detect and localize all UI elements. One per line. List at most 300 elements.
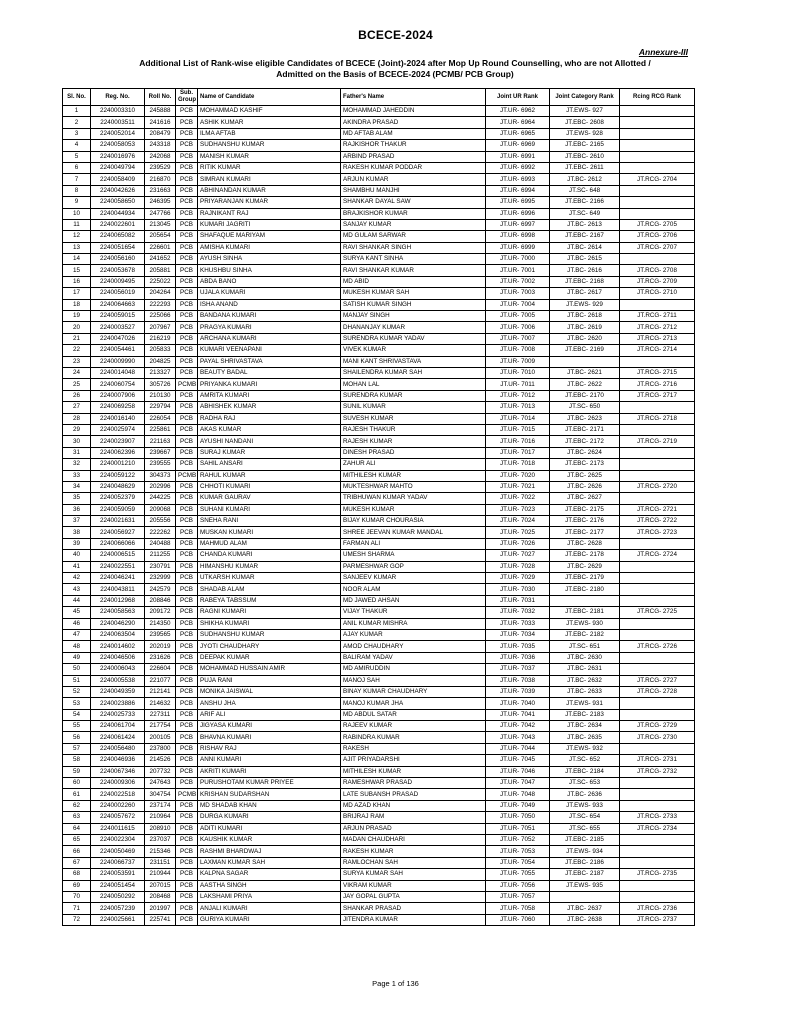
table-row xyxy=(63,516,695,527)
candidate-name-cell: SURAJ KUMAR xyxy=(198,447,341,458)
sl-no-cell: 29 xyxy=(63,424,91,435)
joint-ur-rank-cell: JT.UR- 7028 xyxy=(486,561,550,572)
father-name-cell: MANI KANT SHRIVASTAVA xyxy=(341,356,486,367)
sl-no-cell: 15 xyxy=(63,265,91,276)
column-header-joint-category-rank: Joint Category Rank xyxy=(550,89,620,106)
joint-ur-rank-cell: JT.UR- 7012 xyxy=(486,390,550,401)
roll-no-cell: 231151 xyxy=(145,857,176,868)
joint-category-rank-cell: JT.SC- 655 xyxy=(550,823,620,834)
father-name-cell: SATISH KUMAR SINGH xyxy=(341,299,486,310)
joint-ur-rank-cell: JT.UR- 7039 xyxy=(486,686,550,697)
roll-no-cell: 247643 xyxy=(145,778,176,789)
roll-no-cell: 225066 xyxy=(145,311,176,322)
candidate-name-cell: BHAVNA KUMARI xyxy=(198,732,341,743)
roll-no-cell: 226601 xyxy=(145,242,176,253)
sl-no-cell: 65 xyxy=(63,835,91,846)
rcg-rank-cell: JT.RCG- 2714 xyxy=(620,345,695,356)
candidate-name-cell: JIGYASA KUMARI xyxy=(198,721,341,732)
sl-no-cell: 44 xyxy=(63,595,91,606)
roll-no-cell: 239529 xyxy=(145,162,176,173)
sl-no-cell: 58 xyxy=(63,755,91,766)
father-name-cell: RAKESH xyxy=(341,743,486,754)
rcg-rank-cell xyxy=(620,356,695,367)
candidate-name-cell: PURUSHOTAM KUMAR PRIYEE xyxy=(198,778,341,789)
table-row xyxy=(63,584,695,595)
sl-no-cell: 71 xyxy=(63,903,91,914)
father-name-cell: SHANKAR DAYAL SAW xyxy=(341,197,486,208)
candidate-name-cell: UJALA KUMARI xyxy=(198,288,341,299)
candidate-name-cell: SNEHA RANI xyxy=(198,516,341,527)
table-row xyxy=(63,789,695,800)
reg-no-cell: 2240056927 xyxy=(91,527,145,538)
candidate-name-cell: ABHINANDAN KUMAR xyxy=(198,185,341,196)
father-name-cell: MD AFTAB ALAM xyxy=(341,128,486,139)
table-row xyxy=(63,595,695,606)
reg-no-cell: 2240058650 xyxy=(91,197,145,208)
reg-no-cell: 2240057672 xyxy=(91,812,145,823)
sl-no-cell: 54 xyxy=(63,709,91,720)
joint-category-rank-cell xyxy=(550,891,620,902)
reg-no-cell: 2240059122 xyxy=(91,470,145,481)
sub-group-cell: PCB xyxy=(176,743,198,754)
sl-no-cell: 24 xyxy=(63,367,91,378)
joint-ur-rank-cell: JT.UR- 7030 xyxy=(486,584,550,595)
rcg-rank-cell xyxy=(620,789,695,800)
sl-no-cell: 9 xyxy=(63,197,91,208)
sub-group-cell: PCB xyxy=(176,903,198,914)
reg-no-cell: 2240014048 xyxy=(91,367,145,378)
father-name-cell: ANIL KUMAR MISHRA xyxy=(341,618,486,629)
joint-category-rank-cell: JT.BC- 2630 xyxy=(550,652,620,663)
roll-no-cell: 246395 xyxy=(145,197,176,208)
roll-no-cell: 207732 xyxy=(145,766,176,777)
joint-category-rank-cell: JT.BC- 2636 xyxy=(550,789,620,800)
sl-no-cell: 48 xyxy=(63,641,91,652)
father-name-cell: SURYA KUMAR SAH xyxy=(341,869,486,880)
reg-no-cell: 2240005538 xyxy=(91,675,145,686)
table-row xyxy=(63,618,695,629)
reg-no-cell: 2240052379 xyxy=(91,493,145,504)
table-row xyxy=(63,299,695,310)
rcg-rank-cell xyxy=(620,629,695,640)
roll-no-cell: 209068 xyxy=(145,504,176,515)
sub-group-cell: PCB xyxy=(176,322,198,333)
father-name-cell: SHREE JEEVAN KUMAR MANDAL xyxy=(341,527,486,538)
sl-no-cell: 8 xyxy=(63,185,91,196)
father-name-cell: MITHILESH KUMAR xyxy=(341,766,486,777)
reg-no-cell: 2240007906 xyxy=(91,390,145,401)
sub-group-cell: PCB xyxy=(176,721,198,732)
reg-no-cell: 2240056160 xyxy=(91,254,145,265)
sub-group-cell: PCB xyxy=(176,140,198,151)
table-row xyxy=(63,709,695,720)
table-row xyxy=(63,117,695,128)
sl-no-cell: 30 xyxy=(63,436,91,447)
rcg-rank-cell xyxy=(620,778,695,789)
reg-no-cell: 2240022601 xyxy=(91,219,145,230)
sl-no-cell: 70 xyxy=(63,891,91,902)
joint-ur-rank-cell: JT.UR- 7049 xyxy=(486,800,550,811)
candidate-name-cell: ILMA AFTAB xyxy=(198,128,341,139)
joint-ur-rank-cell: JT.UR- 7050 xyxy=(486,812,550,823)
roll-no-cell: 237800 xyxy=(145,743,176,754)
candidate-name-cell: ADITI KUMARI xyxy=(198,823,341,834)
joint-ur-rank-cell: JT.UR- 6993 xyxy=(486,174,550,185)
candidate-name-cell: MANISH KUMAR xyxy=(198,151,341,162)
candidate-name-cell: SUDHANSHU KUMAR xyxy=(198,629,341,640)
candidate-name-cell: BEAUTY BADAL xyxy=(198,367,341,378)
joint-ur-rank-cell: JT.UR- 7052 xyxy=(486,835,550,846)
candidate-name-cell: ANSHU JHA xyxy=(198,698,341,709)
joint-ur-rank-cell: JT.UR- 7023 xyxy=(486,504,550,515)
joint-ur-rank-cell: JT.UR- 7037 xyxy=(486,664,550,675)
reg-no-cell: 2240009990 xyxy=(91,356,145,367)
father-name-cell: VIKRAM KUMAR xyxy=(341,880,486,891)
roll-no-cell: 222293 xyxy=(145,299,176,310)
joint-category-rank-cell: JT.BC- 2620 xyxy=(550,333,620,344)
candidate-name-cell: KUMAR GAURAV xyxy=(198,493,341,504)
rcg-rank-cell xyxy=(620,470,695,481)
joint-ur-rank-cell: JT.UR- 7036 xyxy=(486,652,550,663)
father-name-cell: SURENDRA KUMAR YADAV xyxy=(341,333,486,344)
table-row xyxy=(63,242,695,253)
roll-no-cell: 221077 xyxy=(145,675,176,686)
joint-ur-rank-cell: JT.UR- 7004 xyxy=(486,299,550,310)
sl-no-cell: 1 xyxy=(63,106,91,117)
sub-group-cell: PCB xyxy=(176,823,198,834)
father-name-cell: MUKESH KUMAR xyxy=(341,504,486,515)
joint-ur-rank-cell: JT.UR- 7043 xyxy=(486,732,550,743)
table-row xyxy=(63,390,695,401)
subtitle-line-1: Additional List of Rank-wise eligible Candidates of BCECE (Joint)-2024 after Mop Up Round Counselling, who are not Allotted / xyxy=(139,58,651,68)
sl-no-cell: 63 xyxy=(63,812,91,823)
sub-group-cell: PCB xyxy=(176,573,198,584)
candidate-name-cell: GURIYA KUMARI xyxy=(198,914,341,925)
joint-category-rank-cell: JT.BC- 2623 xyxy=(550,413,620,424)
sl-no-cell: 16 xyxy=(63,276,91,287)
rcg-rank-cell: JT.RCG- 2707 xyxy=(620,242,695,253)
joint-category-rank-cell: JT.EBC- 2184 xyxy=(550,766,620,777)
sl-no-cell: 5 xyxy=(63,151,91,162)
sl-no-cell: 55 xyxy=(63,721,91,732)
candidate-name-cell: PAYAL SHRIVASTAVA xyxy=(198,356,341,367)
father-name-cell: VIVEK KUMAR xyxy=(341,345,486,356)
sub-group-cell: PCB xyxy=(176,914,198,925)
father-name-cell: MANJAY SINGH xyxy=(341,311,486,322)
father-name-cell: MANOJ SAH xyxy=(341,675,486,686)
roll-no-cell: 225741 xyxy=(145,914,176,925)
table-row xyxy=(63,686,695,697)
reg-no-cell: 2240025733 xyxy=(91,709,145,720)
reg-no-cell: 2240058053 xyxy=(91,140,145,151)
reg-no-cell: 2240006515 xyxy=(91,550,145,561)
candidate-name-cell: ARCHANA KUMARI xyxy=(198,333,341,344)
sub-group-cell: PCB xyxy=(176,459,198,470)
sl-no-cell: 31 xyxy=(63,447,91,458)
candidate-name-cell: BANDANA KUMARI xyxy=(198,311,341,322)
rcg-rank-cell: JT.RCG- 2715 xyxy=(620,367,695,378)
joint-category-rank-cell: JT.EBC- 2175 xyxy=(550,504,620,515)
rcg-rank-cell xyxy=(620,402,695,413)
sub-group-cell: PCB xyxy=(176,812,198,823)
rcg-rank-cell xyxy=(620,162,695,173)
joint-category-rank-cell xyxy=(550,595,620,606)
roll-no-cell: 247766 xyxy=(145,208,176,219)
reg-no-cell: 2240056480 xyxy=(91,743,145,754)
table-row xyxy=(63,128,695,139)
joint-category-rank-cell: JT.EWS- 932 xyxy=(550,743,620,754)
father-name-cell: PARMESHWAR GOP xyxy=(341,561,486,572)
candidate-name-cell: SUDHANSHU KUMAR xyxy=(198,140,341,151)
rcg-rank-cell: JT.RCG- 2713 xyxy=(620,333,695,344)
sl-no-cell: 11 xyxy=(63,219,91,230)
sub-group-cell: PCB xyxy=(176,641,198,652)
rcg-rank-cell: JT.RCG- 2732 xyxy=(620,766,695,777)
rcg-rank-cell: JT.RCG- 2720 xyxy=(620,481,695,492)
joint-ur-rank-cell: JT.UR- 7045 xyxy=(486,755,550,766)
joint-ur-rank-cell: JT.UR- 7006 xyxy=(486,322,550,333)
sl-no-cell: 20 xyxy=(63,322,91,333)
sub-group-cell: PCB xyxy=(176,128,198,139)
sub-group-cell: PCB xyxy=(176,208,198,219)
sub-group-cell: PCB xyxy=(176,106,198,117)
roll-no-cell: 211255 xyxy=(145,550,176,561)
joint-category-rank-cell: JT.BC- 2629 xyxy=(550,561,620,572)
roll-no-cell: 210130 xyxy=(145,390,176,401)
sl-no-cell: 28 xyxy=(63,413,91,424)
father-name-cell: MADAN CHAUDHARI xyxy=(341,835,486,846)
rcg-rank-cell xyxy=(620,151,695,162)
joint-category-rank-cell: JT.BC- 2618 xyxy=(550,311,620,322)
rcg-rank-cell: JT.RCG- 2737 xyxy=(620,914,695,925)
sl-no-cell: 21 xyxy=(63,333,91,344)
rcg-rank-cell xyxy=(620,493,695,504)
roll-no-cell: 214526 xyxy=(145,755,176,766)
father-name-cell: BRIJRAJ RAM xyxy=(341,812,486,823)
joint-ur-rank-cell: JT.UR- 7046 xyxy=(486,766,550,777)
father-name-cell: SHAMBHU MANJHI xyxy=(341,185,486,196)
sl-no-cell: 72 xyxy=(63,914,91,925)
sl-no-cell: 23 xyxy=(63,356,91,367)
sl-no-cell: 33 xyxy=(63,470,91,481)
rcg-rank-cell: JT.RCG- 2710 xyxy=(620,288,695,299)
joint-ur-rank-cell: JT.UR- 7001 xyxy=(486,265,550,276)
joint-ur-rank-cell: JT.UR- 7024 xyxy=(486,516,550,527)
candidate-name-cell: ANJALI KUMARI xyxy=(198,903,341,914)
reg-no-cell: 2240058563 xyxy=(91,607,145,618)
joint-category-rank-cell: JT.EBC- 2168 xyxy=(550,276,620,287)
father-name-cell: TRIBHUWAN KUMAR YADAV xyxy=(341,493,486,504)
father-name-cell: BALIRAM YADAV xyxy=(341,652,486,663)
table-row xyxy=(63,219,695,230)
roll-no-cell: 230791 xyxy=(145,561,176,572)
joint-ur-rank-cell: JT.UR- 6994 xyxy=(486,185,550,196)
sub-group-cell: PCB xyxy=(176,800,198,811)
table-row xyxy=(63,504,695,515)
rcg-rank-cell: JT.RCG- 2728 xyxy=(620,686,695,697)
reg-no-cell: 2240054461 xyxy=(91,345,145,356)
joint-ur-rank-cell: JT.UR- 6995 xyxy=(486,197,550,208)
joint-ur-rank-cell: JT.UR- 6998 xyxy=(486,231,550,242)
candidate-name-cell: SAHIL ANSARI xyxy=(198,459,341,470)
roll-no-cell: 225861 xyxy=(145,424,176,435)
table-row xyxy=(63,778,695,789)
father-name-cell: JITENDRA KUMAR xyxy=(341,914,486,925)
roll-no-cell: 225022 xyxy=(145,276,176,287)
candidate-name-cell: KALPNA SAGAR xyxy=(198,869,341,880)
sl-no-cell: 61 xyxy=(63,789,91,800)
sub-group-cell: PCB xyxy=(176,265,198,276)
sub-group-cell: PCMB xyxy=(176,789,198,800)
candidate-name-cell: RABEYA TABSSUM xyxy=(198,595,341,606)
joint-category-rank-cell: JT.BC- 2612 xyxy=(550,174,620,185)
father-name-cell: MITHILESH KUMAR xyxy=(341,470,486,481)
candidate-name-cell: RAJNIKANT RAJ xyxy=(198,208,341,219)
roll-no-cell: 221163 xyxy=(145,436,176,447)
rcg-rank-cell: JT.RCG- 2706 xyxy=(620,231,695,242)
rcg-rank-cell: JT.RCG- 2734 xyxy=(620,823,695,834)
father-name-cell: NOOR ALAM xyxy=(341,584,486,595)
rcg-rank-cell xyxy=(620,299,695,310)
joint-ur-rank-cell: JT.UR- 6999 xyxy=(486,242,550,253)
sl-no-cell: 57 xyxy=(63,743,91,754)
candidate-name-cell: RASHMI BHARDWAJ xyxy=(198,846,341,857)
rcg-rank-cell xyxy=(620,891,695,902)
table-row xyxy=(63,402,695,413)
sl-no-cell: 22 xyxy=(63,345,91,356)
table-row xyxy=(63,140,695,151)
sub-group-cell: PCB xyxy=(176,698,198,709)
joint-ur-rank-cell: JT.UR- 7008 xyxy=(486,345,550,356)
father-name-cell: AJIT PRIYADARSHI xyxy=(341,755,486,766)
roll-no-cell: 213045 xyxy=(145,219,176,230)
table-row xyxy=(63,288,695,299)
father-name-cell: RAVI SHANKAR SINGH xyxy=(341,242,486,253)
sub-group-cell: PCB xyxy=(176,629,198,640)
sub-group-cell: PCB xyxy=(176,504,198,515)
rcg-rank-cell: JT.RCG- 2705 xyxy=(620,219,695,230)
column-header-sub-group: Sub. Group xyxy=(176,89,198,106)
roll-no-cell: 212141 xyxy=(145,686,176,697)
joint-category-rank-cell: JT.SC- 653 xyxy=(550,778,620,789)
candidate-name-cell: SHAFAQUE MARIYAM xyxy=(198,231,341,242)
rcg-rank-cell xyxy=(620,709,695,720)
reg-no-cell: 2240025974 xyxy=(91,424,145,435)
joint-category-rank-cell: JT.BC- 2619 xyxy=(550,322,620,333)
sub-group-cell: PCB xyxy=(176,299,198,310)
rcg-rank-cell xyxy=(620,880,695,891)
sub-group-cell: PCB xyxy=(176,481,198,492)
joint-ur-rank-cell: JT.UR- 7041 xyxy=(486,709,550,720)
candidate-name-cell: SHADAB ALAM xyxy=(198,584,341,595)
joint-category-rank-cell: JT.BC- 2617 xyxy=(550,288,620,299)
sub-group-cell: PCB xyxy=(176,516,198,527)
table-row xyxy=(63,470,695,481)
column-header-reg-no: Reg. No. xyxy=(91,89,145,106)
joint-ur-rank-cell: JT.UR- 7054 xyxy=(486,857,550,868)
rcg-rank-cell: JT.RCG- 2723 xyxy=(620,527,695,538)
father-name-cell: SUVESH KUMAR xyxy=(341,413,486,424)
rcg-rank-cell xyxy=(620,140,695,151)
joint-category-rank-cell: JT.EBC- 2183 xyxy=(550,709,620,720)
candidate-name-cell: SIMRAN KUMARI xyxy=(198,174,341,185)
roll-no-cell: 227311 xyxy=(145,709,176,720)
reg-no-cell: 2240049359 xyxy=(91,686,145,697)
reg-no-cell: 2240003511 xyxy=(91,117,145,128)
rcg-rank-cell: JT.RCG- 2727 xyxy=(620,675,695,686)
reg-no-cell: 2240009306 xyxy=(91,778,145,789)
reg-no-cell: 2240006043 xyxy=(91,664,145,675)
candidate-name-cell: ASHIK KUMAR xyxy=(198,117,341,128)
column-header-candidate-name: Name of Candidate xyxy=(198,89,341,106)
joint-ur-rank-cell: JT.UR- 7026 xyxy=(486,538,550,549)
rcg-rank-cell xyxy=(620,185,695,196)
joint-ur-rank-cell: JT.UR- 6965 xyxy=(486,128,550,139)
joint-ur-rank-cell: JT.UR- 7042 xyxy=(486,721,550,732)
joint-category-rank-cell: JT.BC- 2632 xyxy=(550,675,620,686)
rcg-rank-cell: JT.RCG- 2716 xyxy=(620,379,695,390)
father-name-cell: RAKESH KUMAR xyxy=(341,846,486,857)
rcg-rank-cell: JT.RCG- 2721 xyxy=(620,504,695,515)
joint-ur-rank-cell: JT.UR- 7021 xyxy=(486,481,550,492)
sl-no-cell: 46 xyxy=(63,618,91,629)
sl-no-cell: 45 xyxy=(63,607,91,618)
rcg-rank-cell: JT.RCG- 2711 xyxy=(620,311,695,322)
father-name-cell: SURYA KANT SINHA xyxy=(341,254,486,265)
reg-no-cell: 2240050292 xyxy=(91,891,145,902)
joint-ur-rank-cell: JT.UR- 7007 xyxy=(486,333,550,344)
joint-ur-rank-cell: JT.UR- 7009 xyxy=(486,356,550,367)
joint-category-rank-cell: JT.BC- 2621 xyxy=(550,367,620,378)
sl-no-cell: 10 xyxy=(63,208,91,219)
sub-group-cell: PCB xyxy=(176,288,198,299)
joint-category-rank-cell: JT.BC- 2626 xyxy=(550,481,620,492)
rcg-rank-cell: JT.RCG- 2735 xyxy=(620,869,695,880)
table-row xyxy=(63,812,695,823)
reg-no-cell: 2240061424 xyxy=(91,732,145,743)
roll-no-cell: 210964 xyxy=(145,812,176,823)
candidate-name-cell: PUJA RANI xyxy=(198,675,341,686)
joint-ur-rank-cell: JT.UR- 7002 xyxy=(486,276,550,287)
rcg-rank-cell xyxy=(620,197,695,208)
reg-no-cell: 2240053678 xyxy=(91,265,145,276)
rcg-rank-cell xyxy=(620,208,695,219)
sub-group-cell: PCB xyxy=(176,561,198,572)
sub-group-cell: PCB xyxy=(176,333,198,344)
sub-group-cell: PCB xyxy=(176,117,198,128)
joint-category-rank-cell: JT.EBC- 2181 xyxy=(550,607,620,618)
sl-no-cell: 40 xyxy=(63,550,91,561)
joint-category-rank-cell: JT.EBC- 2610 xyxy=(550,151,620,162)
reg-no-cell: 2240042626 xyxy=(91,185,145,196)
reg-no-cell: 2240023886 xyxy=(91,698,145,709)
rcg-rank-cell xyxy=(620,424,695,435)
joint-category-rank-cell: JT.EWS- 927 xyxy=(550,106,620,117)
reg-no-cell: 2240063504 xyxy=(91,629,145,640)
table-row xyxy=(63,755,695,766)
joint-category-rank-cell: JT.BC- 2616 xyxy=(550,265,620,276)
rcg-rank-cell xyxy=(620,128,695,139)
father-name-cell: AMOD CHAUDHARY xyxy=(341,641,486,652)
father-name-cell: BRAJKISHOR KUMAR xyxy=(341,208,486,219)
joint-ur-rank-cell: JT.UR- 6997 xyxy=(486,219,550,230)
rcg-rank-cell: JT.RCG- 2719 xyxy=(620,436,695,447)
candidate-name-cell: RITIK KUMAR xyxy=(198,162,341,173)
document-title: BCECE-2024 xyxy=(358,28,433,42)
sl-no-cell: 49 xyxy=(63,652,91,663)
joint-ur-rank-cell: JT.UR- 7056 xyxy=(486,880,550,891)
candidate-name-cell: AMRITA KUMARI xyxy=(198,390,341,401)
